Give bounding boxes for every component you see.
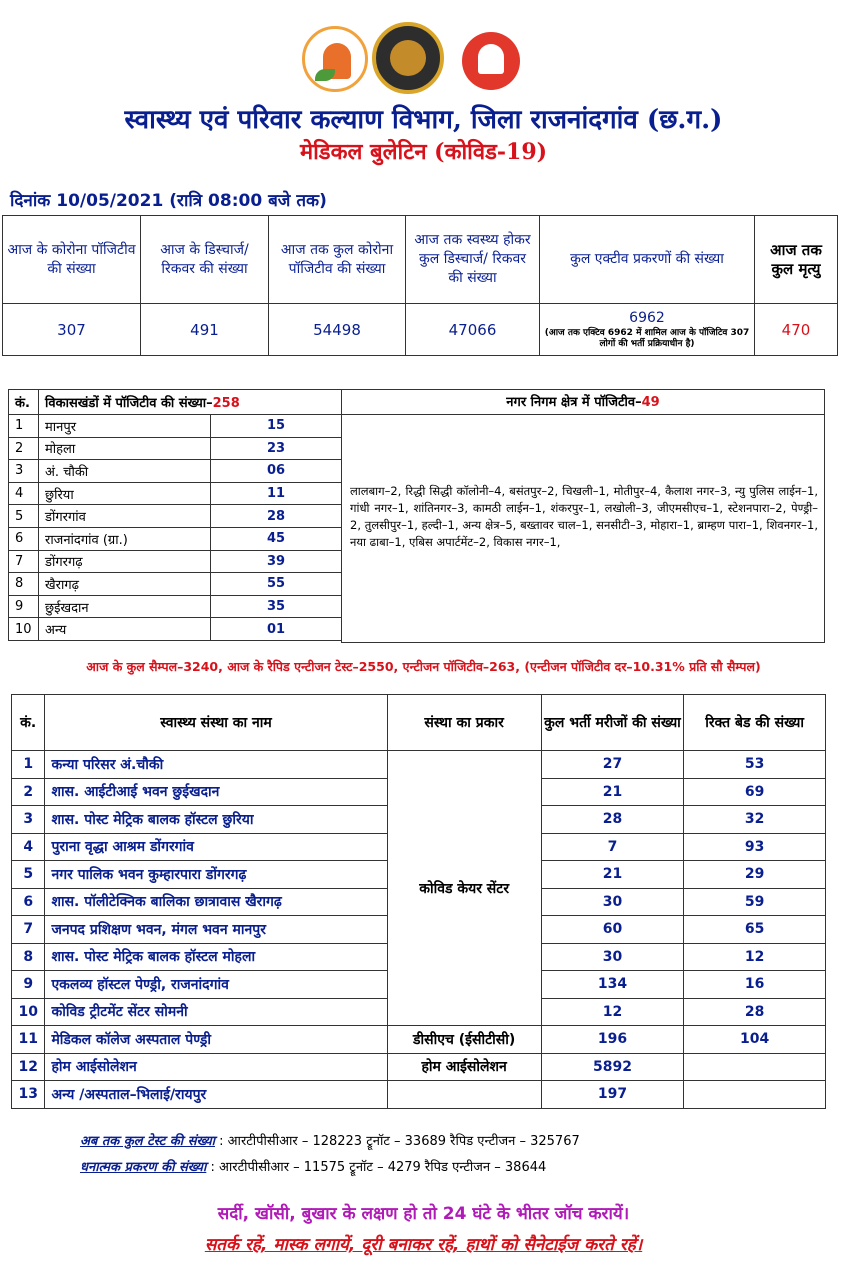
table-row xyxy=(9,505,342,528)
admitted-count: 12 xyxy=(541,998,684,1026)
positive-cases-values: : आरटीपीसीआर – 11575 ट्रूनॉट – 4279 रैपिड एन्टीजन – 38644 xyxy=(210,1160,547,1175)
date-value: 10/05/2021 xyxy=(56,191,164,211)
table-row xyxy=(9,437,342,460)
admitted-count: 197 xyxy=(541,1081,684,1109)
block-name: डोंगरगांव xyxy=(39,505,211,528)
block-count: 11 xyxy=(211,482,342,505)
facility-name: पुराना वृद्धा आश्रम डोंगरगांव xyxy=(45,833,387,861)
chhattisgarh-govt-seal xyxy=(372,22,444,94)
table-row xyxy=(9,527,342,550)
facility-type-ccc: कोविड केयर सेंटर xyxy=(387,751,541,1026)
admitted-count: 5892 xyxy=(541,1053,684,1081)
summary-header: आज के डिस्चार्ज/रिकवर की संख्या xyxy=(141,216,269,304)
facility-name: शास. पोस्ट मेट्रिक बालक हॉस्टल मोहला xyxy=(45,943,387,971)
summary-value: 54498 xyxy=(269,304,406,356)
row-no: 8 xyxy=(12,943,45,971)
row-no: 9 xyxy=(9,595,39,618)
vacant-beds: 69 xyxy=(684,778,826,806)
row-no: 3 xyxy=(9,460,39,483)
block-total: 258 xyxy=(212,396,240,411)
national-health-mission-logo xyxy=(452,22,528,98)
total-tests-line xyxy=(80,1131,580,1149)
vacant-beds xyxy=(684,1053,826,1081)
facility-header: कुल भर्ती मरीजों की संख्या xyxy=(541,695,684,751)
facility-name: शास. पोस्ट मेट्रिक बालक हॉस्टल छुरिया xyxy=(45,806,387,834)
positive-cases-line xyxy=(80,1157,546,1175)
summary-value: 47066 xyxy=(406,304,540,356)
row-no: 11 xyxy=(12,1026,45,1054)
vacant-beds: 59 xyxy=(684,888,826,916)
col-no-header: कं. xyxy=(9,390,39,415)
table-row xyxy=(9,573,342,596)
block-count: 45 xyxy=(211,527,342,550)
block-name: छुरिया xyxy=(39,482,211,505)
nagar-nigam-list: लालबाग–2, रिद्धी सिद्धी कॉलोनी–4, बसंतपुर–2, चिखली–1, मोतीपुर–4, कैलाश नगर–3, न्यु पुलिस लाईन–1, गांधी नगर–1, शांतिनगर–3, कामठी लाईन–1, शंकरपुर–1, लखोली–3, जीएमसीएच–1, स्टेशनपारा–2, पेण्ड्री–2, तुलसीपुर–1, हल्दी–1, अन्य क्षेत्र–5, बख्तावर चाल–1, सनसीटी–3, मोहारा–1, ब्राम्हण पारा–1, शिवनगर–1, नया ढाबा–1, एबिस अपार्टमेंट–2, विकास नगर–1, xyxy=(350,484,818,549)
summary-header: आज तक कुल कोरोना पॉजिटीव की संख्या xyxy=(269,216,406,304)
row-no: 5 xyxy=(12,861,45,889)
admitted-count: 196 xyxy=(541,1026,684,1054)
summary-value: 470 xyxy=(755,304,838,356)
row-no: 13 xyxy=(12,1081,45,1109)
row-no: 4 xyxy=(9,482,39,505)
vacant-beds: 28 xyxy=(684,998,826,1026)
block-count: 23 xyxy=(211,437,342,460)
facility-type xyxy=(387,1081,541,1109)
summary-value: 491 xyxy=(141,304,269,356)
row-no: 12 xyxy=(12,1053,45,1081)
facility-name: शास. आईटीआई भवन छुईखदान xyxy=(45,778,387,806)
facility-header: संस्था का प्रकार xyxy=(387,695,541,751)
table-row xyxy=(9,550,342,573)
facility-type: डीसीएच (ईसीटीसी) xyxy=(387,1026,541,1054)
admitted-count: 60 xyxy=(541,916,684,944)
admitted-count: 30 xyxy=(541,888,684,916)
table-row xyxy=(9,482,342,505)
table-row xyxy=(9,415,342,438)
summary-header: कुल एक्टीव प्रकरणों की संख्या xyxy=(540,216,755,304)
facility-name: नगर पालिक भवन कुम्हारपारा डोंगरगढ़ xyxy=(45,861,387,889)
table-row xyxy=(12,1081,826,1109)
summary-header: आज के कोरोना पॉजिटीव की संख्या xyxy=(3,216,141,304)
samples-line: आज के कुल सैम्पल–3240, आज के रैपिड एन्टीजन टेस्ट–2550, एन्टीजन पॉजिटीव–263, (एन्टीजन पॉजिटीव दर–10.31% प्रति सौ सैम्पल) xyxy=(86,659,761,674)
summary-table xyxy=(2,215,838,356)
row-no: 9 xyxy=(12,971,45,999)
active-note: (आज तक एक्टिव 6962 में शामिल आज के पॉजिटिव 307 लोगों की भर्ती प्रक्रियाधीन है) xyxy=(544,327,750,349)
date-line xyxy=(10,188,327,211)
vacant-beds: 29 xyxy=(684,861,826,889)
vacant-beds: 93 xyxy=(684,833,826,861)
logo-strip xyxy=(300,22,530,100)
facility-name: जनपद प्रशिक्षण भवन, मंगल भवन मानपुर xyxy=(45,916,387,944)
facility-name: कोविड ट्रीटमेंट सेंटर सोमनी xyxy=(45,998,387,1026)
block-name: मोहला xyxy=(39,437,211,460)
block-count: 15 xyxy=(211,415,342,438)
block-count: 01 xyxy=(211,618,342,641)
total-tests-label: अब तक कुल टेस्ट की संख्या xyxy=(80,1134,215,1149)
nagar-nigam-title: नगर निगम क्षेत्र में पॉजिटीव–49 xyxy=(342,390,824,415)
advice-line-2: सतर्क रहें, मास्क लगायें, दूरी बनाकर रहें, हाथों को सैनेटाईज करते रहें। xyxy=(204,1235,643,1255)
table-row xyxy=(12,1026,826,1054)
vacant-beds: 16 xyxy=(684,971,826,999)
facility-name: कन्या परिसर अं.चौकी xyxy=(45,751,387,779)
summary-value: 307 xyxy=(3,304,141,356)
facility-header: रिक्त बेड की संख्या xyxy=(684,695,826,751)
block-name: राजनांदगांव (ग्रा.) xyxy=(39,527,211,550)
admitted-count: 7 xyxy=(541,833,684,861)
nagar-nigam-box xyxy=(341,389,825,643)
row-no: 10 xyxy=(9,618,39,641)
row-no: 1 xyxy=(12,751,45,779)
block-count: 39 xyxy=(211,550,342,573)
admitted-count: 21 xyxy=(541,778,684,806)
table-row xyxy=(12,751,826,779)
vacant-beds xyxy=(684,1081,826,1109)
row-no: 6 xyxy=(9,527,39,550)
block-table-title: विकासखंडों में पॉजिटीव की संख्या–258 xyxy=(39,390,342,415)
advice-line-1: सर्दी, खॉसी, बुखार के लक्षण हो तो 24 घंटे के भीतर जॉच करायें। xyxy=(217,1204,630,1224)
bulletin-title: मेडिकल बुलेटिन (कोविड-19) xyxy=(299,139,548,165)
block-name: खैरागढ़ xyxy=(39,573,211,596)
vacant-beds: 32 xyxy=(684,806,826,834)
table-row xyxy=(9,618,342,641)
table-row xyxy=(9,460,342,483)
block-count: 35 xyxy=(211,595,342,618)
admitted-count: 28 xyxy=(541,806,684,834)
facility-name: शास. पॉलीटेक्निक बालिका छात्रावास खैरागढ़ xyxy=(45,888,387,916)
row-no: 7 xyxy=(9,550,39,573)
row-no: 6 xyxy=(12,888,45,916)
emblem-logo xyxy=(302,26,368,92)
row-no: 7 xyxy=(12,916,45,944)
row-no: 8 xyxy=(9,573,39,596)
block-count: 06 xyxy=(211,460,342,483)
row-no: 2 xyxy=(12,778,45,806)
facility-name: मेडिकल कॉलेज अस्पताल पेण्ड्री xyxy=(45,1026,387,1054)
table-row xyxy=(12,1053,826,1081)
facility-name: एकलव्य हॉस्टल पेण्ड्री, राजनांदगांव xyxy=(45,971,387,999)
admitted-count: 30 xyxy=(541,943,684,971)
vacant-beds: 12 xyxy=(684,943,826,971)
row-no: 10 xyxy=(12,998,45,1026)
facility-header: कं. xyxy=(12,695,45,751)
facility-type: होम आईसोलेशन xyxy=(387,1053,541,1081)
block-count: 28 xyxy=(211,505,342,528)
block-name: मानपुर xyxy=(39,415,211,438)
total-tests-values: : आरटीपीसीआर – 128223 ट्रूनॉट – 33689 रैपिड एन्टीजन – 325767 xyxy=(219,1134,580,1149)
date-label: दिनांक xyxy=(10,191,51,211)
department-title: स्वास्थ्य एवं परिवार कल्याण विभाग, जिला राजनांदगांव (छ.ग.) xyxy=(124,105,723,135)
facility-table xyxy=(11,694,826,1109)
block-name: अन्य xyxy=(39,618,211,641)
table-row xyxy=(9,595,342,618)
vacant-beds: 65 xyxy=(684,916,826,944)
facility-name: अन्य /अस्पताल–भिलाई/रायपुर xyxy=(45,1081,387,1109)
block-count: 55 xyxy=(211,573,342,596)
block-table xyxy=(8,389,342,641)
facility-name: होम आईसोलेशन xyxy=(45,1053,387,1081)
time-note: (रात्रि 08:00 बजे तक) xyxy=(169,191,327,211)
admitted-count: 134 xyxy=(541,971,684,999)
row-no: 2 xyxy=(9,437,39,460)
block-name: डोंगरगढ़ xyxy=(39,550,211,573)
positive-cases-label: धनात्मक प्रकरण की संख्या xyxy=(80,1160,207,1175)
vacant-beds: 53 xyxy=(684,751,826,779)
row-no: 1 xyxy=(9,415,39,438)
block-name: अं. चौकी xyxy=(39,460,211,483)
admitted-count: 21 xyxy=(541,861,684,889)
facility-header: स्वास्थ्य संस्था का नाम xyxy=(45,695,387,751)
summary-value: 6962 xyxy=(629,309,665,326)
vacant-beds: 104 xyxy=(684,1026,826,1054)
row-no: 3 xyxy=(12,806,45,834)
summary-header: आज तक कुल मृत्यु xyxy=(755,216,838,304)
admitted-count: 27 xyxy=(541,751,684,779)
summary-header: आज तक स्वस्थ्य होकर कुल डिस्चार्ज/ रिकवर की संख्या xyxy=(406,216,540,304)
row-no: 4 xyxy=(12,833,45,861)
summary-active-cell xyxy=(540,304,755,356)
nagar-total: 49 xyxy=(641,395,660,410)
block-name: छुईखदान xyxy=(39,595,211,618)
row-no: 5 xyxy=(9,505,39,528)
